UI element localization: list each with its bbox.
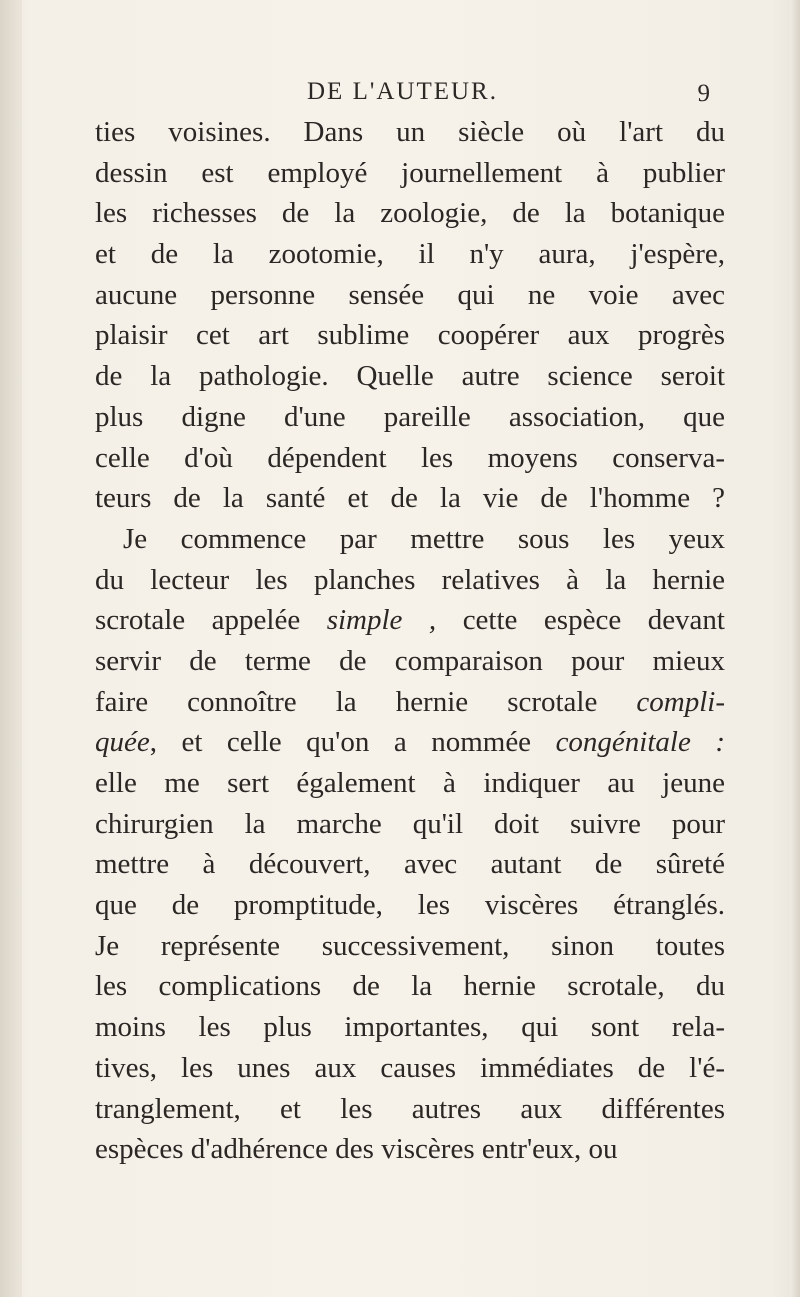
- text-line: tranglement, et les autres aux différentes: [95, 1092, 725, 1125]
- text-line: servir de terme de comparaison pour mieux: [95, 644, 725, 677]
- text-line: teurs de la santé et de la vie de l'homme ?: [95, 482, 725, 515]
- text-line: elle me sert également à indiquer au jeune: [95, 767, 725, 799]
- italic-term: quée: [95, 726, 150, 759]
- binding-gutter: [0, 0, 22, 1297]
- text-line: ties voisines. Dans un siècle où l'art du: [95, 116, 725, 148]
- italic-term: simple ,: [326, 604, 437, 637]
- text-line: de la pathologie. Quelle autre science seroit: [95, 360, 725, 393]
- text-line: tives, les unes aux causes immédiates de l'é-: [95, 1051, 725, 1084]
- text-line: Je représente successivement, sinon toutes: [95, 929, 725, 962]
- body-text: [95, 112, 725, 1170]
- text-line: aucune personne sensée qui ne voie avec: [95, 278, 725, 311]
- text-run: cette espèce devant: [462, 604, 725, 637]
- text-line: les richesses de la zoologie, de la botanique: [95, 197, 725, 230]
- text-line: Je commence par mettre sous les yeux: [123, 522, 725, 555]
- text-run: , et celle qu'on a nommée: [149, 726, 532, 759]
- page-edge: [790, 0, 800, 1297]
- running-title: DE L'AUTEUR.: [307, 78, 498, 105]
- text-line: moins les plus importantes, qui sont rela-: [95, 1011, 725, 1044]
- text-line: que de promptitude, les viscères étranglés.: [95, 889, 725, 922]
- text-line: et de la zootomie, il n'y aura, j'espère,: [95, 238, 725, 271]
- text-line: [95, 600, 725, 641]
- text-line: les complications de la hernie scrotale, du: [95, 970, 725, 1003]
- text-line: espèces d'adhérence des viscères entr'eux, ou: [95, 1133, 618, 1166]
- text-line: chirurgien la marche qu'il doit suivre pour: [95, 807, 725, 840]
- text-run: faire connoître la hernie scrotale: [95, 685, 598, 718]
- text-line: plus digne d'une pareille association, que: [95, 400, 725, 433]
- text-line: [95, 682, 725, 723]
- italic-term: compli-: [636, 685, 725, 718]
- text-line: plaisir cet art sublime coopérer aux progrès: [95, 319, 725, 352]
- text-line: du lecteur les planches relatives à la hernie: [95, 563, 725, 596]
- text-line: [95, 722, 725, 763]
- page-number: 9: [697, 80, 710, 107]
- text-line: celle d'où dépendent les moyens conserva-: [95, 441, 725, 474]
- text-line: mettre à découvert, avec autant de sûreté: [95, 848, 725, 881]
- text-line: dessin est employé journellement à publier: [95, 156, 725, 189]
- italic-term: congénitale :: [555, 726, 725, 759]
- text-run: scrotale appelée: [95, 604, 301, 637]
